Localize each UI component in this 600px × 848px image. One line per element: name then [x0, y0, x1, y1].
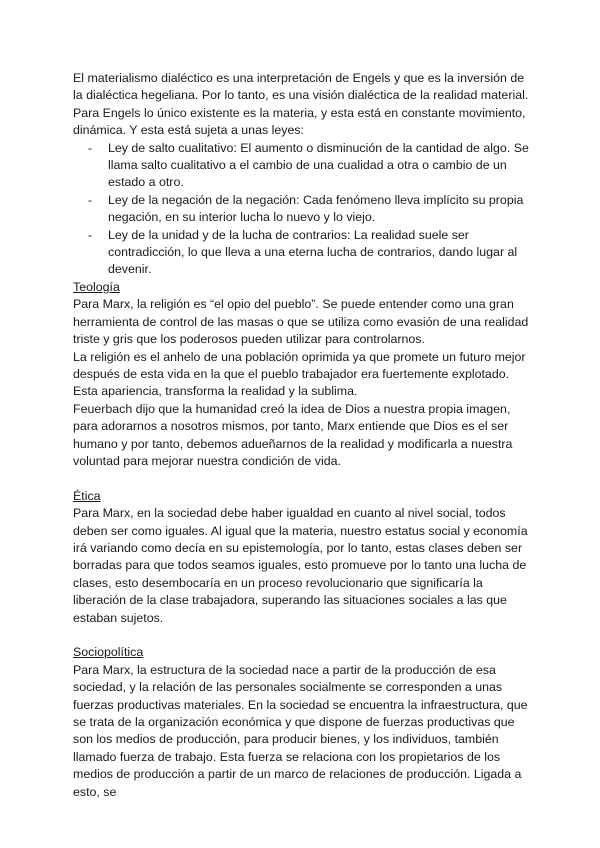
- list-item: - Ley de salto cualitativo: El aumento o disminución de la cantidad de algo. Se llama salto cualitativo a el cambio de una cualidad a otra o cambio de un estado a otro.: [73, 140, 533, 192]
- laws-list: [73, 140, 533, 279]
- intro-paragraph-2: Para Engels lo único existente es la materia, y esta está en constante movimiento, dinámica. Y esta está sujeta a unas leyes:: [73, 105, 526, 138]
- spacer: [73, 627, 533, 644]
- teologia-paragraph-2: La religión es el anhelo de una población oprimida ya que promete un futuro mejor después de esta vida en la que el pueblo trabajador era fuertemente explotado.: [73, 349, 526, 381]
- teologia-paragraph-3: Esta apariencia, transforma la realidad y la sublima.: [73, 384, 358, 399]
- section-heading-teologia: Teología: [73, 279, 120, 294]
- document-page: [73, 70, 533, 801]
- sociopolitica-paragraph: Para Marx, la estructura de la sociedad nace a partir de la producción de esa sociedad, y la relación de las personales socialmente se corresponden a unas fuerzas productivas materiales. En la sociedad se encuentra la infraestructura, que se trata de la organización económica y que dispone de fuerzas productivas que son los medios de producción, para producir bienes, y los individuos, también llamado fuerza de trabajo. Esta fuerza se relaciona con los propietarios de los medios de producción a partir de un marco de relaciones de producción. Ligada a esto, se: [73, 662, 528, 799]
- list-item: - Ley de la unidad y de la lucha de contrarios: La realidad suele ser contradicción, lo que lleva a una eterna lucha de contrarios, dando lugar al devenir.: [73, 227, 533, 279]
- intro-paragraph-1: El materialismo dialéctico es una interpretación de Engels y que es la inversión de la dialéctica hegeliana. Por lo tanto, es una visión dialéctica de la realidad material.: [73, 71, 529, 103]
- list-item: - Ley de la negación de la negación: Cada fenómeno lleva implícito su propia negación, en su interior lucha lo nuevo y lo viejo.: [73, 192, 533, 227]
- teologia-paragraph-1: Para Marx, la religión es “el opio del pueblo”. Se puede entender como una gran herramienta de control de las masas o que se utiliza como evasión de una realidad triste y gris que los poderosos pueden utilizar para controlarnos.: [73, 297, 529, 347]
- teologia-paragraph-4: Feuerbach dijo que la humanidad creó la idea de Dios a nuestra propia imagen, para adorarnos a nosotros mismos, por tanto, Marx entiende que Dios es el ser humano y por tanto, debemos adueñarnos de la realidad y modificarla a nuestra voluntad para mejorar nuestra condición de vida.: [73, 401, 513, 468]
- spacer: [73, 470, 533, 487]
- section-heading-sociopolitica: Sociopolítica: [73, 645, 144, 660]
- etica-paragraph: Para Marx, en la sociedad debe haber igualdad en cuanto al nivel social, todos deben ser como iguales. Al igual que la materia, nuestro estatus social y economía irá variando como decía en su epistemología, por lo tanto, estas clases deben ser borradas para que todos seamos iguales, esto promueve por lo tanto una lucha de clases, esto desembocaría en un proceso revolucionario que significaría la liberación de la clase trabajadora, superando las situaciones sociales a las que estaban sujetos.: [73, 506, 528, 625]
- section-heading-etica: Ética: [73, 488, 101, 503]
